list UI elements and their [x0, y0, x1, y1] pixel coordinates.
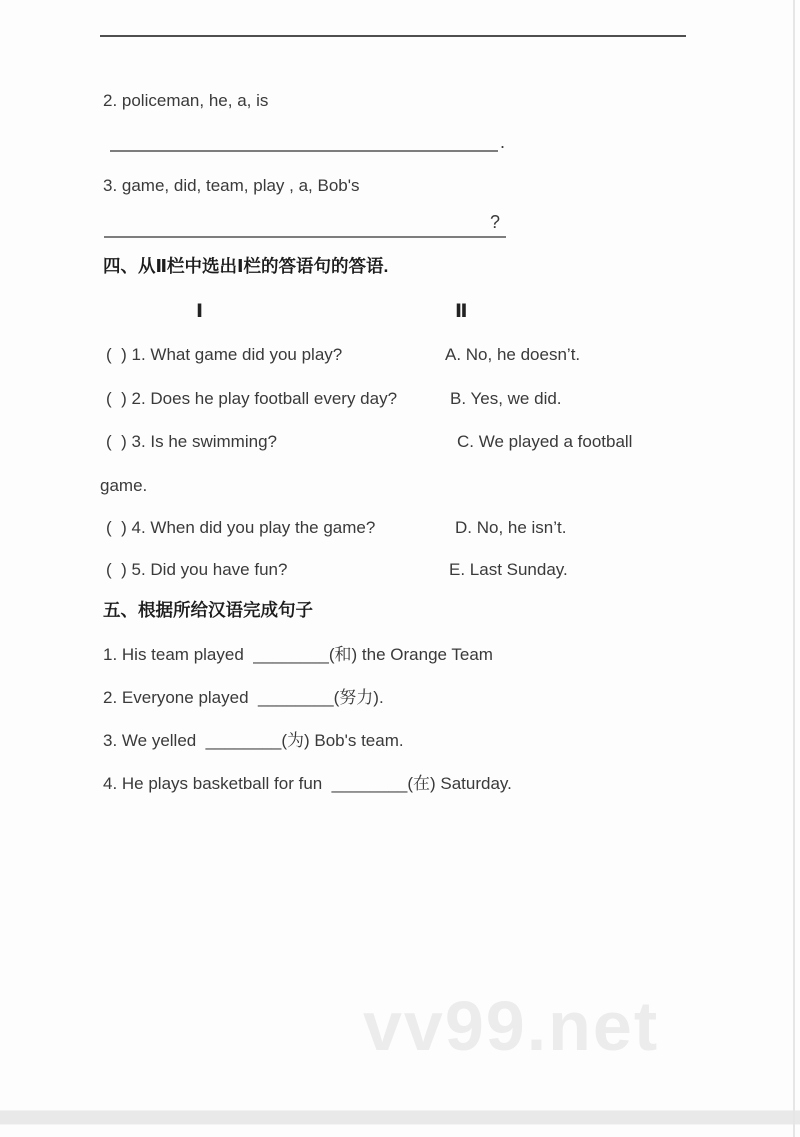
- rearrange-item-3-answer-line: [104, 236, 506, 238]
- top-rule-divider: [100, 35, 686, 37]
- fill-blank-item-2: 2. Everyone played ________(努力).: [103, 688, 384, 707]
- match-answer-c-overflow: game.: [100, 476, 148, 495]
- match-question-2: ( ) 2. Does he play football every day?: [106, 389, 398, 408]
- rearrange-item-2-prompt: 2. policeman, he, a, is: [103, 91, 269, 110]
- match-question-5: ( ) 5. Did you have fun?: [106, 560, 288, 579]
- match-answer-a: A. No, he doesn’t.: [445, 345, 581, 364]
- match-answer-b: B. Yes, we did.: [450, 389, 562, 408]
- match-question-1: ( ) 1. What game did you play?: [106, 345, 343, 364]
- rearrange-item-3-prompt: 3. game, did, team, play , a, Bob's: [103, 176, 360, 195]
- site-watermark: vv99.net: [363, 987, 660, 1065]
- match-answer-c: C. We played a football: [457, 432, 633, 451]
- section-four-column-one-header: Ⅰ: [196, 301, 204, 322]
- fill-blank-item-3: 3. We yelled ________(为) Bob's team.: [103, 731, 404, 750]
- section-four-column-two-header: Ⅱ: [455, 301, 468, 322]
- rearrange-item-2-answer-line: [110, 150, 498, 152]
- fill-blank-item-1: 1. His team played ________(和) the Orange Team: [103, 645, 493, 664]
- match-answer-d: D. No, he isn’t.: [455, 518, 567, 537]
- section-four-title: 四、从Ⅱ栏中选出Ⅰ栏的答语句的答语.: [103, 256, 389, 276]
- page-right-edge-line: [793, 0, 795, 1137]
- fill-blank-item-4: 4. He plays basketball for fun ________(在) Saturday.: [103, 774, 512, 793]
- match-question-4: ( ) 4. When did you play the game?: [106, 518, 376, 537]
- rearrange-item-3-end-punct: ?: [490, 212, 501, 232]
- match-answer-e: E. Last Sunday.: [449, 560, 568, 579]
- section-five-title: 五、根据所给汉语完成句子: [103, 600, 313, 620]
- match-question-3: ( ) 3. Is he swimming?: [106, 432, 277, 451]
- page-bottom-scan-band: [0, 1110, 800, 1125]
- rearrange-item-2-end-punct: .: [500, 132, 506, 152]
